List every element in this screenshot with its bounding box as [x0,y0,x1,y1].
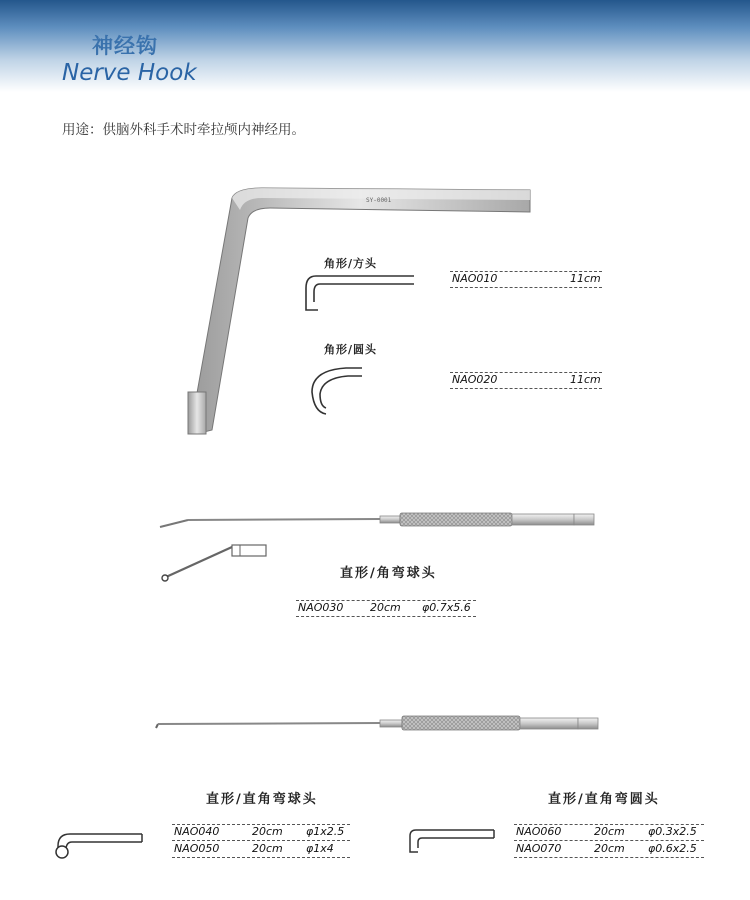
spec-length: 20cm [370,601,401,614]
spec-length: 11cm [570,373,601,386]
spec-row-nao050 [172,842,350,858]
right-angle-round-tip-icon [410,830,494,852]
spec-code: NAO010 [452,272,498,285]
spec-code: NAO050 [174,842,220,855]
spec-row-nao030 [296,600,476,617]
usage-description: 用途：供脑外科手术时牵拉颅内神经用。 [62,122,305,138]
spec-code: NAO020 [452,373,498,386]
spec-length: 11cm [570,272,601,285]
spec-code: NAO030 [298,601,344,614]
spec-code: NAO040 [174,825,220,838]
spec-row-nao070 [514,842,704,858]
label-angled-square: 角形/方头 [324,257,378,270]
spec-code: NAO060 [516,825,562,838]
page-title-cn: 神经钩 [92,34,158,58]
square-tip-icon [306,276,414,310]
spec-length: 20cm [252,842,283,855]
spec-size: φ1x2.5 [306,825,345,838]
label-straight-angled-ball: 直形/角弯球头 [340,566,437,581]
angled-ball-tip-icon [162,545,266,581]
spec-size: φ0.6x2.5 [648,842,697,855]
spec-length: 20cm [594,825,625,838]
spec-row-nao020 [450,372,602,389]
spec-length: 20cm [594,842,625,855]
spec-row-nao060 [514,824,704,841]
spec-row-nao010 [450,271,602,288]
page-title-en: Nerve Hook [62,60,197,86]
spec-size: φ0.3x2.5 [648,825,697,838]
spec-length: 20cm [252,825,283,838]
label-straight-rightangle-round: 直形/直角弯圆头 [548,792,660,807]
right-angle-ball-tip-icon [56,834,142,858]
straight-hook-illustration [156,716,598,730]
round-tip-icon [312,368,362,414]
spec-size: φ1x4 [306,842,334,855]
straight-ball-hook-illustration [160,513,594,527]
spec-row-nao040 [172,824,350,841]
angled-hook-illustration [188,188,530,434]
label-angled-round: 角形/圆头 [324,343,378,356]
spec-size: φ0.7x5.6 [422,601,471,614]
instrument-engraving: SY-0001 [366,197,392,204]
spec-code: NAO070 [516,842,562,855]
label-straight-rightangle-ball: 直形/直角弯球头 [206,792,318,807]
